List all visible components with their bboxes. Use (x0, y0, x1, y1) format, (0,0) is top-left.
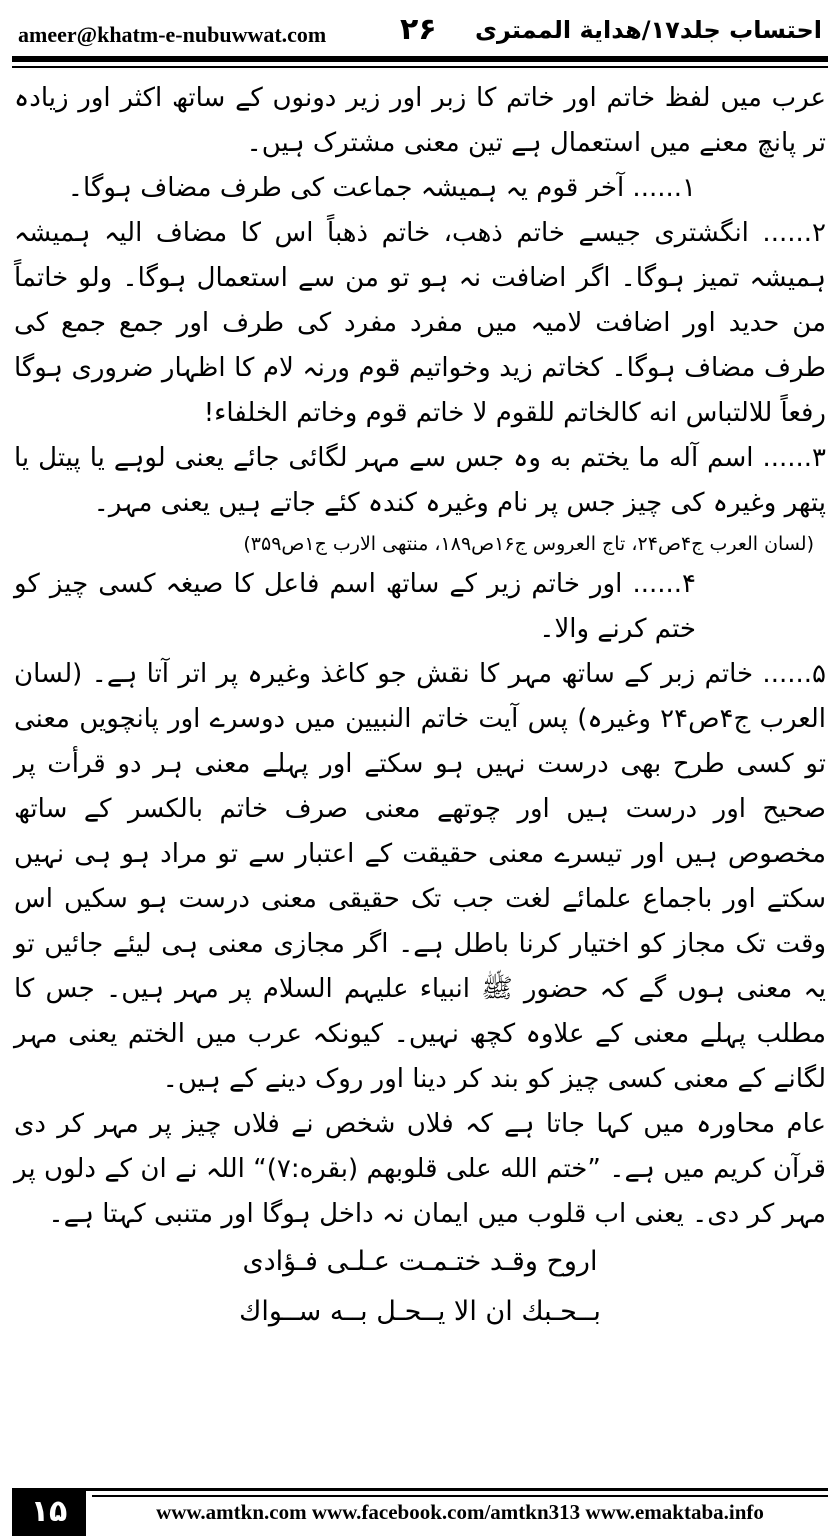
reference-citation: (لسان العرب ج۴ص۲۴، تاج العروس ج۱۶ص۱۸۹، منتهى الارب ج۱ص۳۵۹) (243, 533, 814, 555)
verse-line-2: بــحـبك ان الا يــحـل بــه ســواك (239, 1296, 601, 1327)
footer-rule-thin (92, 1495, 828, 1497)
page-body (14, 76, 826, 1337)
meaning-4: ۴...... اور خاتم زیر کے ساتھ اسم فاعل کا صیغہ کسی چیز کو ختم کرنے والا۔ (14, 569, 696, 644)
verse-line-1: اروح وقـد ختـمـت عـلـى فـؤادى (242, 1246, 598, 1277)
page-header (0, 0, 840, 62)
paragraph-idiom: عام محاورہ میں کہا جاتا ہے کہ فلاں شخص نے فلاں چیز پر مہر کر دی قرآن کریم میں ہے۔ ”ختم الله على قلوبهم (بقره:۷)“ اللہ نے ان کے دلوں پر مہر کر دی۔ یعنی اب قلوب میں ایمان نہ داخل ہوگا اور متنبی کہتا ہے۔ (14, 1109, 826, 1229)
footer-page-index: ۱۵ (12, 1488, 86, 1536)
meaning-2: ۲...... انگشتری جیسے خاتم ذهب، خاتم ذهباً اس کا مضاف الیہ ہمیشہ ہمیشہ تمیز ہوگا۔ اگر اضافت نہ ہو تو من سے استعمال ہوگا۔ ولو خاتماً من حديد اور اضافت لامیہ میں مفرد مفرد کی طرف اور جمع جمع کی طرف مضاف ہوگا۔ کخاتم زيد وخواتيم قوم ورنہ لام کا اظہار ضروری ہوگا رفعاً للالتباس انه كالخاتم للقوم لا خاتم قوم وخاتم الخلفاء! (14, 218, 826, 428)
header-email: ameer@khatm-e-nubuwwat.com (18, 22, 327, 47)
footer-links: www.amtkn.com www.facebook.com/amtkn313 www.emaktaba.info (156, 1500, 764, 1524)
page-number: ۲۶ (400, 12, 437, 47)
header-rule-thin (12, 66, 828, 68)
poetry-verse (14, 1237, 826, 1337)
meaning-5: ۵...... خاتم زبر کے ساتھ مہر کا نقش جو کاغذ وغیرہ پر اتر آتا ہے۔ (لسان العرب ج۴ص۲۴ وغیرہ) پس آیت خاتم النبیین میں دوسرے اور پانچویں معنی تو کسی طرح بھی درست نہیں ہو سکتے اور پہلے معنی ہر دو قرأت پر صحیح اور درست ہیں اور چوتھے معنی صرف خاتم بالکسر کے ساتھ مخصوص ہیں اور تیسرے معنی حقیقت کے اعتبار سے تو مراد ہو ہی نہیں سکتے اور باجماع علمائے لغت جب تک حقیقی معنی درست ہو سکیں اس وقت تک مجاز کو اختیار کرنا باطل ہے۔ اگر مجازی معنی ہی لیئے جائیں تو یہ معنی ہوں گے کہ حضور ﷺ انبیاء علیہم السلام پر مہر ہیں۔ جس کا مطلب پہلے معنی کے علاوہ کچھ نہیں۔ کیونکہ عرب میں الختم یعنی مہر لگانے کے معنی کسی چیز کو بند کر دینا اور روک دینے کے ہیں۔ (14, 659, 826, 1094)
book-title: احتساب جلد۱۷/هداية الممترى (474, 16, 822, 44)
footer-rule (12, 1488, 828, 1491)
header-rule-thick (12, 56, 828, 62)
meaning-1: ۱...... آخر قوم یہ ہمیشہ جماعت کی طرف مضاف ہوگا۔ (67, 173, 696, 203)
paragraph-intro: عرب میں لفظ خاتم اور خاتم کا زبر اور زیر دونوں کے ساتھ اکثر اور زیادہ تر پانچ معنے میں استعمال ہے تین معنی مشترک ہیں۔ (14, 83, 826, 158)
meaning-3: ۳...... اسم آله ما يختم به وہ جس سے مہر لگائی جائے یعنی لوہے یا پیتل یا پتھر وغیرہ کی چیز جس پر نام وغیرہ کندہ کئے جاتے ہیں یعنی مہر۔ (14, 443, 826, 518)
page-footer (0, 1488, 840, 1540)
